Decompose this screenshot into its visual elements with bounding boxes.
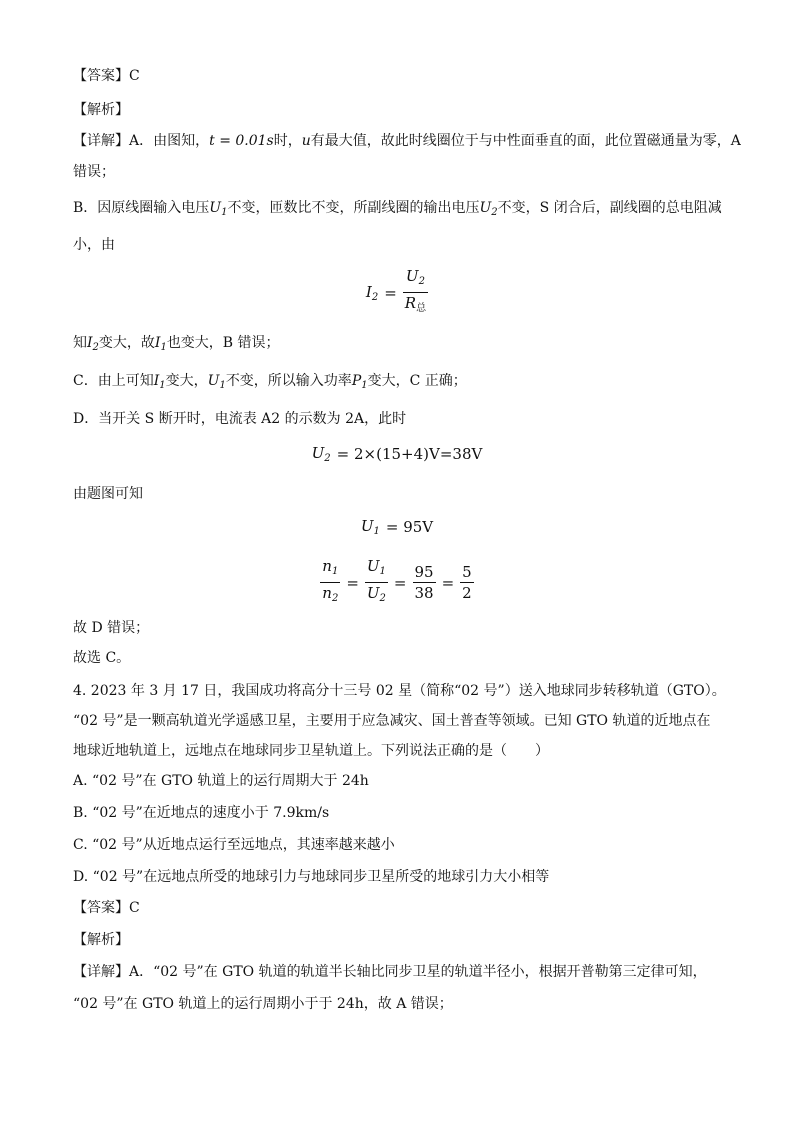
equation-u1: $U_1$ = 95V: [360, 517, 434, 537]
equation-i2: $I_2$ = $\frac{U_2}{R_总}$: [365, 267, 427, 314]
text: 【详解】A．由图知，: [73, 133, 210, 149]
math-t: t = 0.01s: [209, 133, 274, 149]
equation-ratio: $\frac{n_1}{n_2}$ = $\frac{U_1}{U_2}$ = $\frac{95}{38}$ = $\frac{5}{2}$: [322, 557, 472, 604]
q3-detail-d-figure: 由题图可知: [73, 486, 143, 502]
q4-detail-line-2: “02 号”在 GTO 轨道上的运行周期小于于 24h，故 A 错误；: [73, 996, 453, 1012]
q3-detail-c: C．由上可知$I_1$变大，$U_1$不变，所以输入功率$P_1$变大，C 正确；: [73, 373, 467, 391]
q3-detail-d: D．当开关 S 断开时，电流表 A2 的示数为 2A，此时: [73, 411, 407, 427]
math-u2: $U_2$: [479, 200, 498, 218]
text: 时，: [273, 133, 302, 149]
text: 有最大值，故此时线圈位于与中性面垂直的面，此位置磁通量为零，A: [310, 133, 741, 149]
math-u1: $U_1$: [209, 200, 228, 218]
text: 不变，匝数比不变，所副线圈的输出电压: [227, 200, 480, 216]
q3-detail-b-result: 知$I_2$变大，故$I_1$也变大，B 错误；: [73, 335, 280, 353]
q3-detail-a-cont: 错误；: [73, 164, 115, 180]
q3-detail-b: [73, 198, 722, 223]
q4-option-d: D. “02 号”在远地点所受的地球引力与地球同步卫星所受的地球引力大小相等: [73, 869, 550, 885]
q4-option-c: C. “02 号”从近地点运行至远地点，其速率越来越小: [73, 837, 395, 853]
math-u: u: [301, 133, 311, 149]
equation-u2: $U_2$ = 2×(15+4)V=38V: [311, 444, 483, 464]
q3-detail-d-conclusion: 故 D 错误；: [73, 620, 150, 636]
text: 不变，S 闭合后，副线圈的总电阻减: [497, 200, 722, 216]
q4-stem-line-3: 地球近地轨道上，远地点在地球同步卫星轨道上。下列说法正确的是（ ）: [73, 743, 549, 759]
q3-answer: 【答案】C: [73, 68, 140, 84]
q3-analysis-heading: 【解析】: [73, 102, 129, 118]
q4-stem-line-2: “02 号”是一颗高轨道光学遥感卫星，主要用于应急减灾、国土普查等领域。已知 GTO 轨道的近地点在: [73, 713, 711, 729]
q4-option-b: B. “02 号”在近地点的速度小于 7.9km/s: [73, 805, 330, 821]
q3-choose: 故选 C。: [73, 650, 131, 666]
q3-detail-b-cont: 小，由: [73, 237, 115, 253]
q3-detail-a: [73, 131, 741, 151]
q4-answer: 【答案】C: [73, 900, 140, 916]
q4-stem-line-1: 4. 2023 年 3 月 17 日，我国成功将高分十三号 02 星（简称“02 号”）送入地球同步转移轨道（GTO）。: [73, 683, 726, 699]
text: B．因原线圈输入电压: [73, 200, 210, 216]
q4-option-a: A. “02 号”在 GTO 轨道上的运行周期大于 24h: [73, 773, 369, 789]
q4-analysis-heading: 【解析】: [73, 932, 129, 948]
q4-detail-line-1: 【详解】A．“02 号”在 GTO 轨道的轨道半长轴比同步卫星的轨道半径小，根据开普勒第三定律可知，: [73, 964, 707, 980]
